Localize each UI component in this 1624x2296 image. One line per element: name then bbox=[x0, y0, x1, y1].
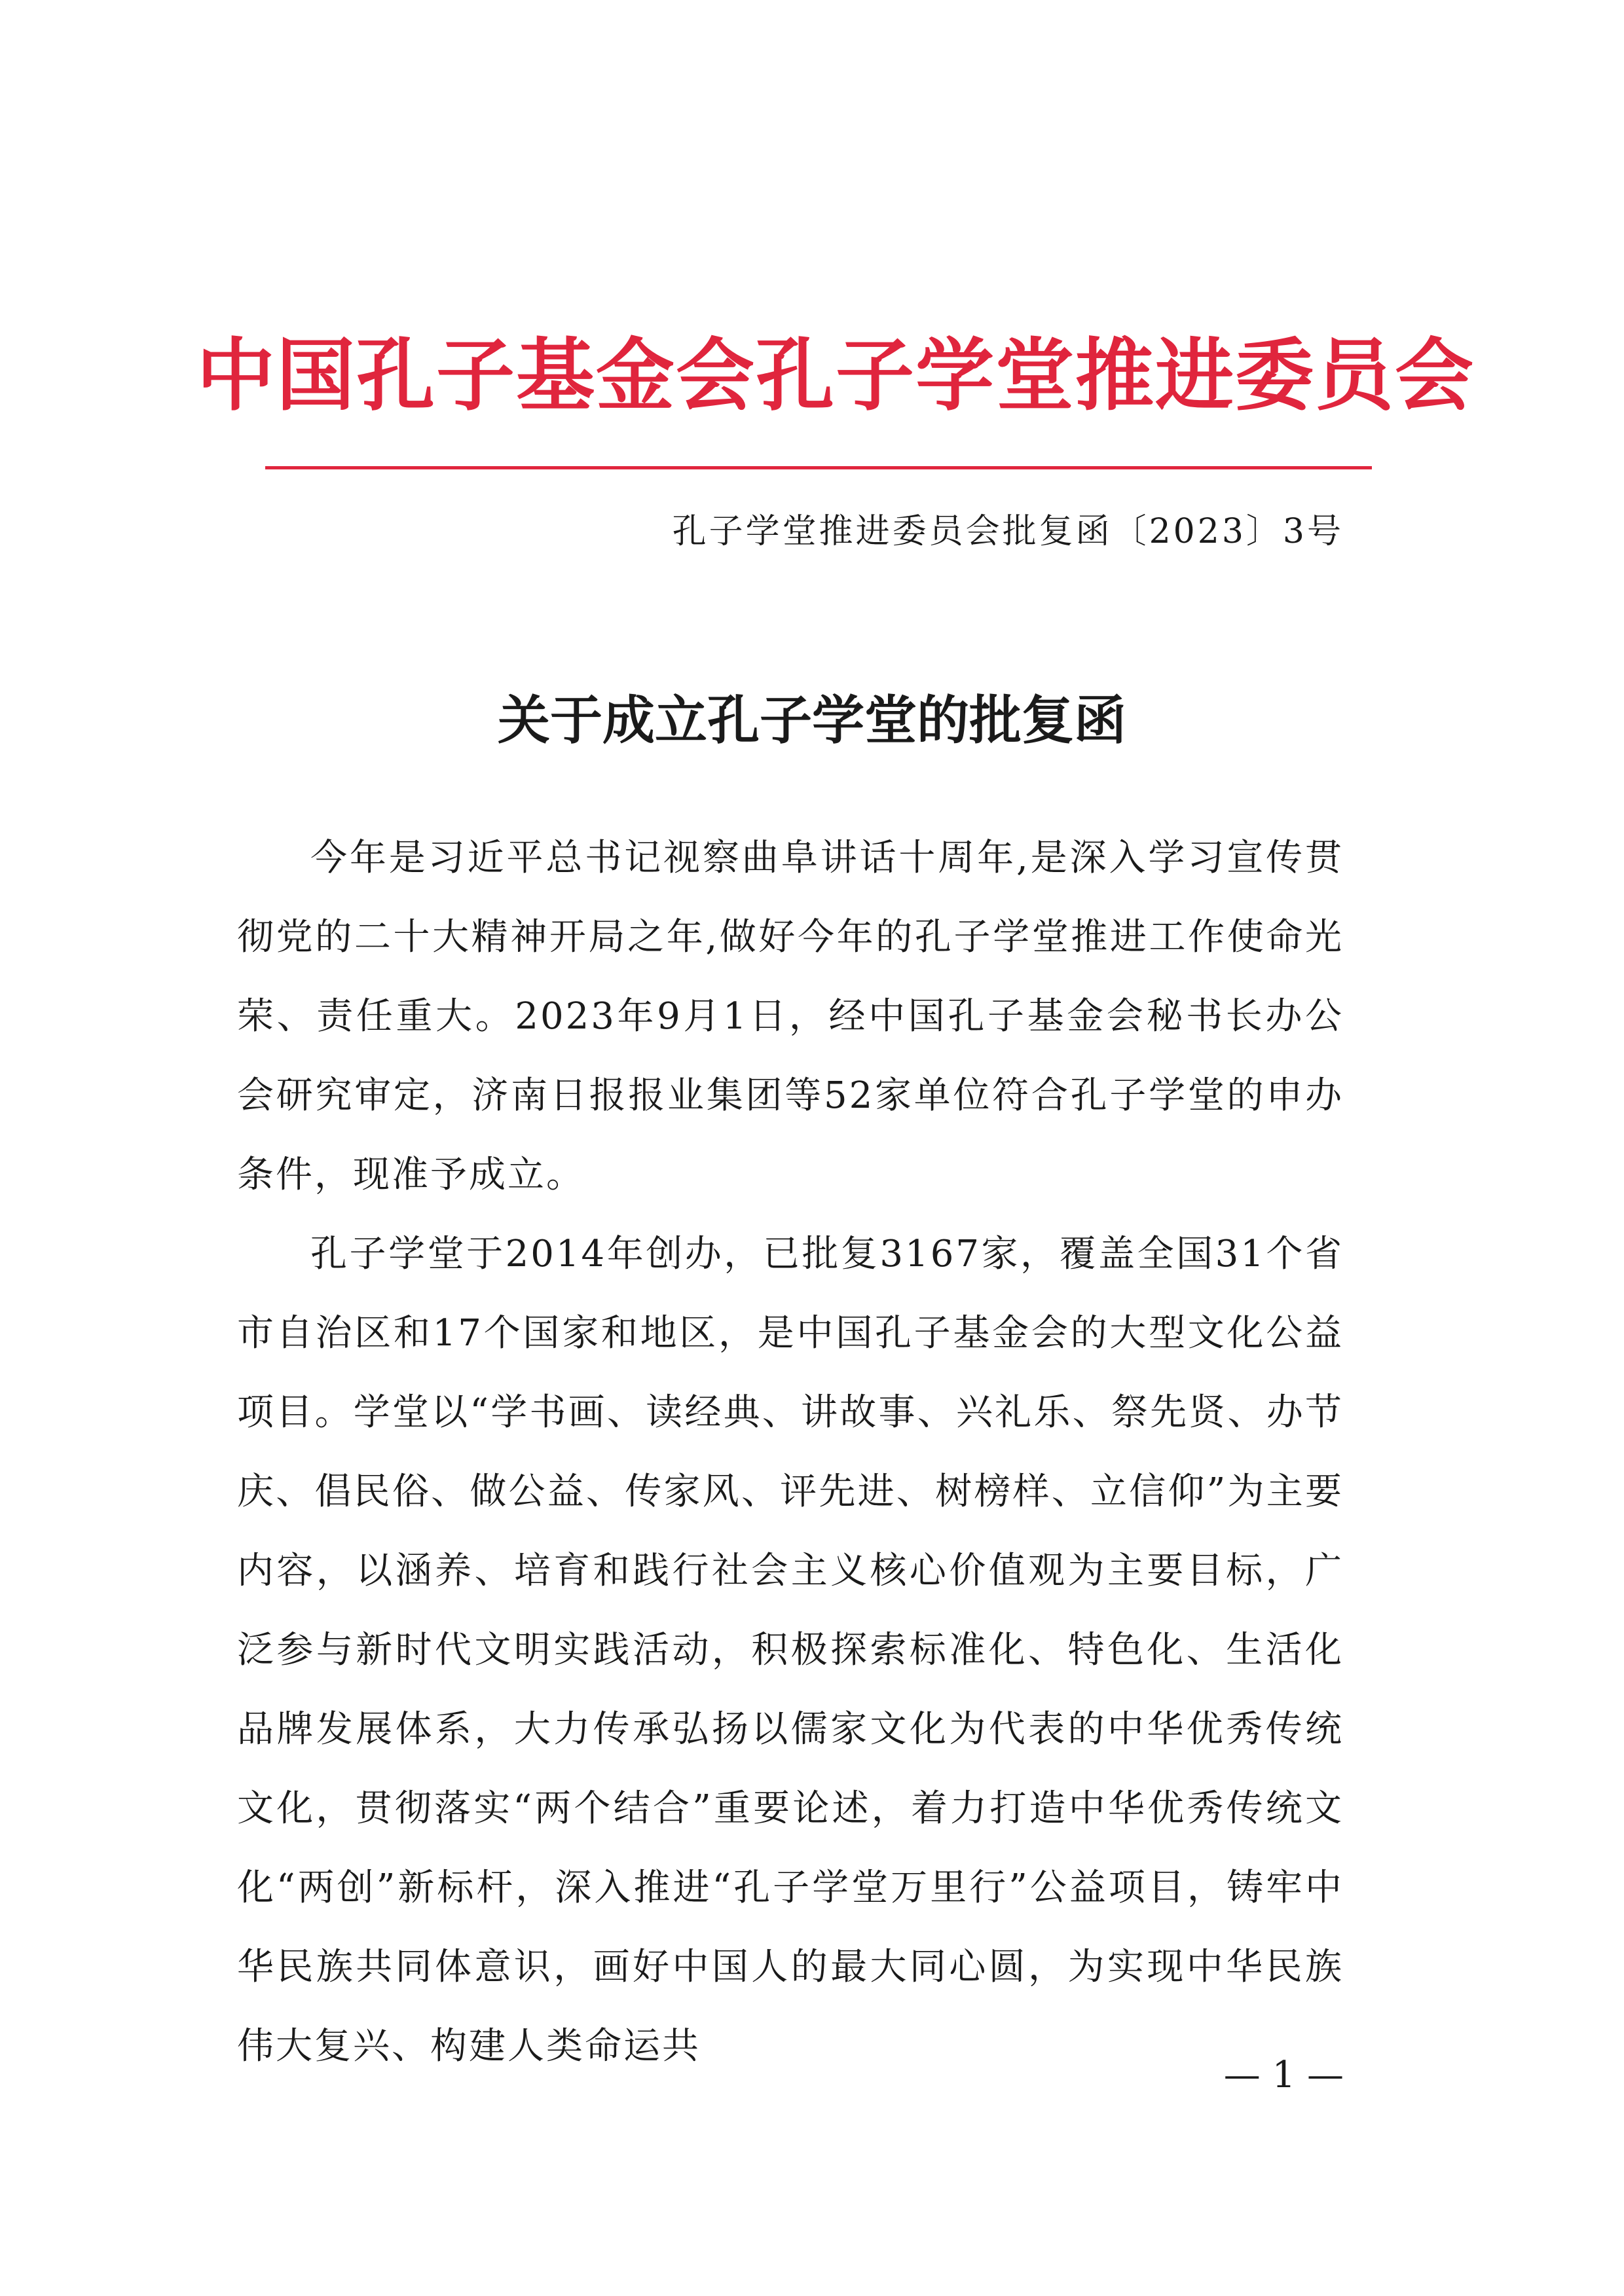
body-paragraph-1: 今年是习近平总书记视察曲阜讲话十周年,是深入学习宣传贯彻党的二十大精神开局之年,做好今年的孔子学堂推进工作使命光荣、责任重大。2023年9月1日，经中国孔子基金会秘书长办公会研究审定，济南日报报业集团等52家单位符合孔子学堂的申办条件，现准予成立。 bbox=[237, 837, 1344, 1196]
document-number: 孔子学堂推进委员会批复函〔2023〕3号 bbox=[672, 512, 1344, 551]
document-title: 关于成立孔子学堂的批复函 bbox=[498, 689, 1126, 751]
body-paragraph-2: 孔子学堂于2014年创办，已批复3167家，覆盖全国31个省市自治区和17个国家和地区，是中国孔子基金会的大型文化公益项目。学堂以“学书画、读经典、讲故事、兴礼乐、祭先贤、办节庆、倡民俗、做公益、传家风、评先进、树榜样、立信仰”为主要内容，以涵养、培育和践行社会主义核心价值观为主要目标，广泛参与新时代文明实践活动，积极探索标准化、特色化、生活化品牌发展体系，大力传承弘扬以儒家文化为代表的中华优秀传统文化，贯彻落实“两个结合”重要论述，着力打造中华优秀传统文化“两创”新标杆，深入推进“孔子学堂万里行”公益项目，铸牢中华民族共同体意识，画好中国人的最大同心圆，为实现中华民族伟大复兴、构建人类命运共 bbox=[237, 1233, 1344, 2068]
page-number: — 1 — bbox=[1223, 2054, 1344, 2096]
document-body bbox=[237, 818, 1344, 2086]
header-red-rule bbox=[265, 466, 1372, 469]
organization-header: 中国孔子基金会孔子学堂推进委员会 bbox=[196, 331, 1475, 422]
